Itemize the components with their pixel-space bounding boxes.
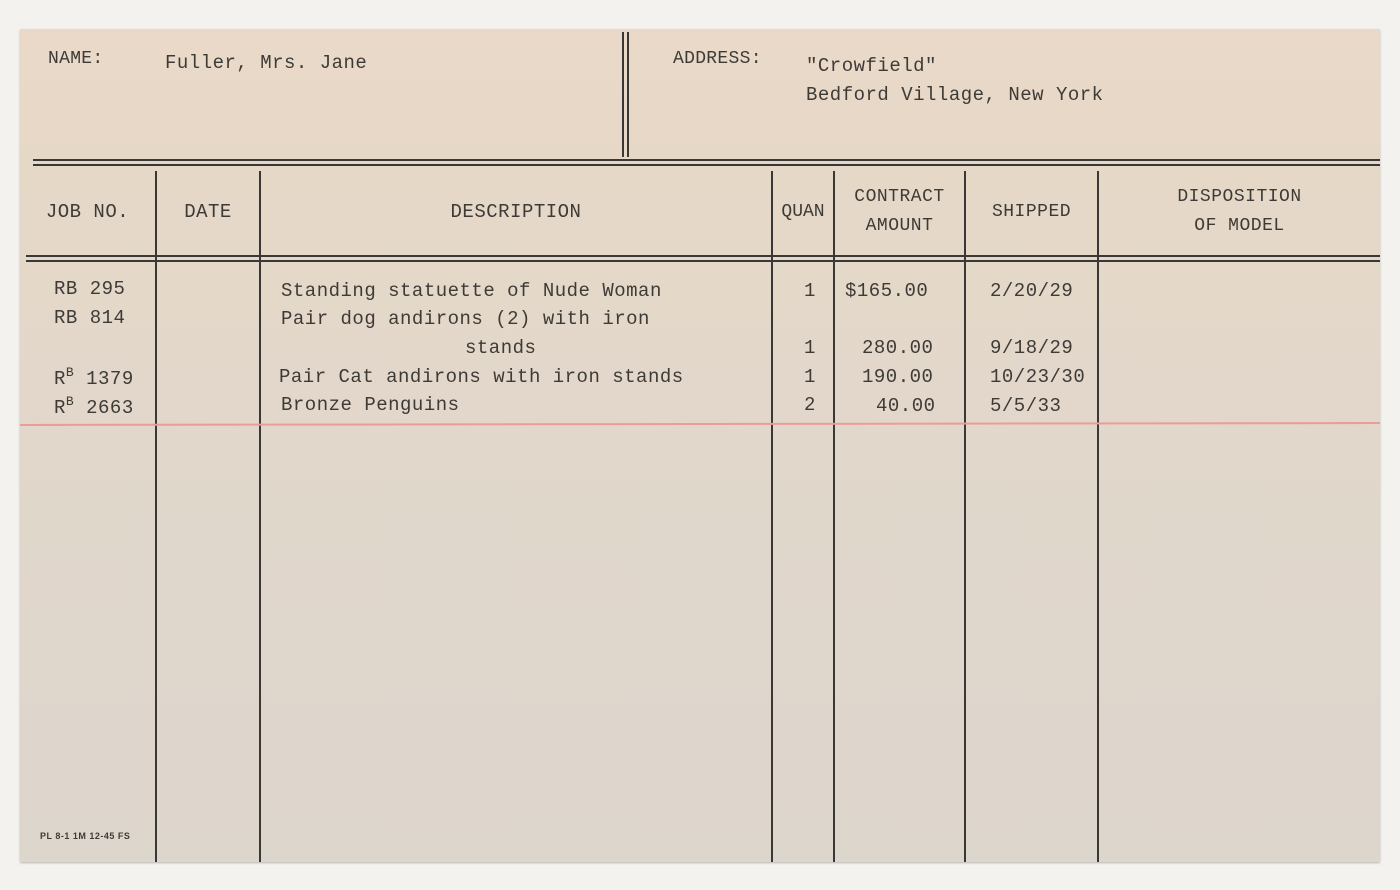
col-header-date: DATE (184, 201, 232, 223)
col-header-shipped: SHIPPED (991, 202, 1072, 222)
table-row-4-shipped: 5/5/33 (990, 395, 1062, 417)
col-line-disposition (1097, 171, 1099, 862)
table-row-3-description: Pair Cat andirons with iron stands (279, 366, 684, 388)
header-rule-bottom (33, 164, 1380, 166)
col-header-job-no: JOB NO. (45, 201, 130, 223)
table-row-4-job: $R^B$ 2663 (54, 394, 134, 419)
col-header-quan: QUAN (781, 202, 825, 222)
address-label: ADDRESS: (673, 49, 762, 69)
table-row-2-quan: 1 (804, 337, 816, 359)
col-header-disposition: DISPOSITION OF MODEL (1177, 187, 1302, 236)
col-line-shipped (964, 171, 966, 862)
name-value: Fuller, Mrs. Jane (165, 52, 368, 74)
header-divider-2 (627, 32, 629, 157)
table-row-4-description: Bronze Penguins (281, 394, 460, 416)
record-card (20, 29, 1380, 862)
red-ruling-line (20, 422, 1380, 426)
table-row-1-description: Standing statuette of Nude Woman (281, 280, 662, 302)
col-line-quan (771, 171, 773, 862)
table-row-2-shipped: 9/18/29 (990, 337, 1074, 359)
table-row-3-quan: 1 (804, 366, 816, 388)
column-rule-top (26, 255, 1380, 257)
form-code: PL 8-1 1M 12-45 FS (40, 831, 131, 841)
table-row-4-amount: 40.00 (876, 395, 936, 417)
table-row-3-amount: 190.00 (862, 366, 934, 388)
col-header-contract-amount: CONTRACT AMOUNT (854, 187, 945, 236)
table-row-2-description-cont: stands (465, 337, 537, 359)
table-row-2-amount: 280.00 (862, 337, 934, 359)
table-row-3-shipped: 10/23/30 (990, 366, 1086, 388)
col-line-description (259, 171, 261, 862)
col-line-amount (833, 171, 835, 862)
table-row-1-quan: 1 (804, 280, 816, 302)
header-rule-top (33, 159, 1380, 161)
header-divider-1 (622, 32, 624, 157)
table-row-4-quan: 2 (804, 394, 816, 416)
table-row-1-shipped: 2/20/29 (990, 280, 1074, 302)
table-row-1-job: RB 295 (54, 278, 126, 300)
column-rule-bottom (26, 260, 1380, 262)
name-label: NAME: (48, 49, 104, 69)
table-row-2-job: RB 814 (54, 307, 126, 329)
col-header-description: DESCRIPTION (450, 201, 582, 223)
col-line-date (155, 171, 157, 862)
address-line-1: "Crowfield" (806, 55, 937, 77)
address-line-2: Bedford Village, New York (806, 84, 1104, 106)
table-row-1-amount: $165.00 (845, 280, 929, 302)
table-row-3-job: $R^B$ 1379 (54, 365, 134, 390)
table-row-2-description: Pair dog andirons (2) with iron (281, 308, 650, 330)
